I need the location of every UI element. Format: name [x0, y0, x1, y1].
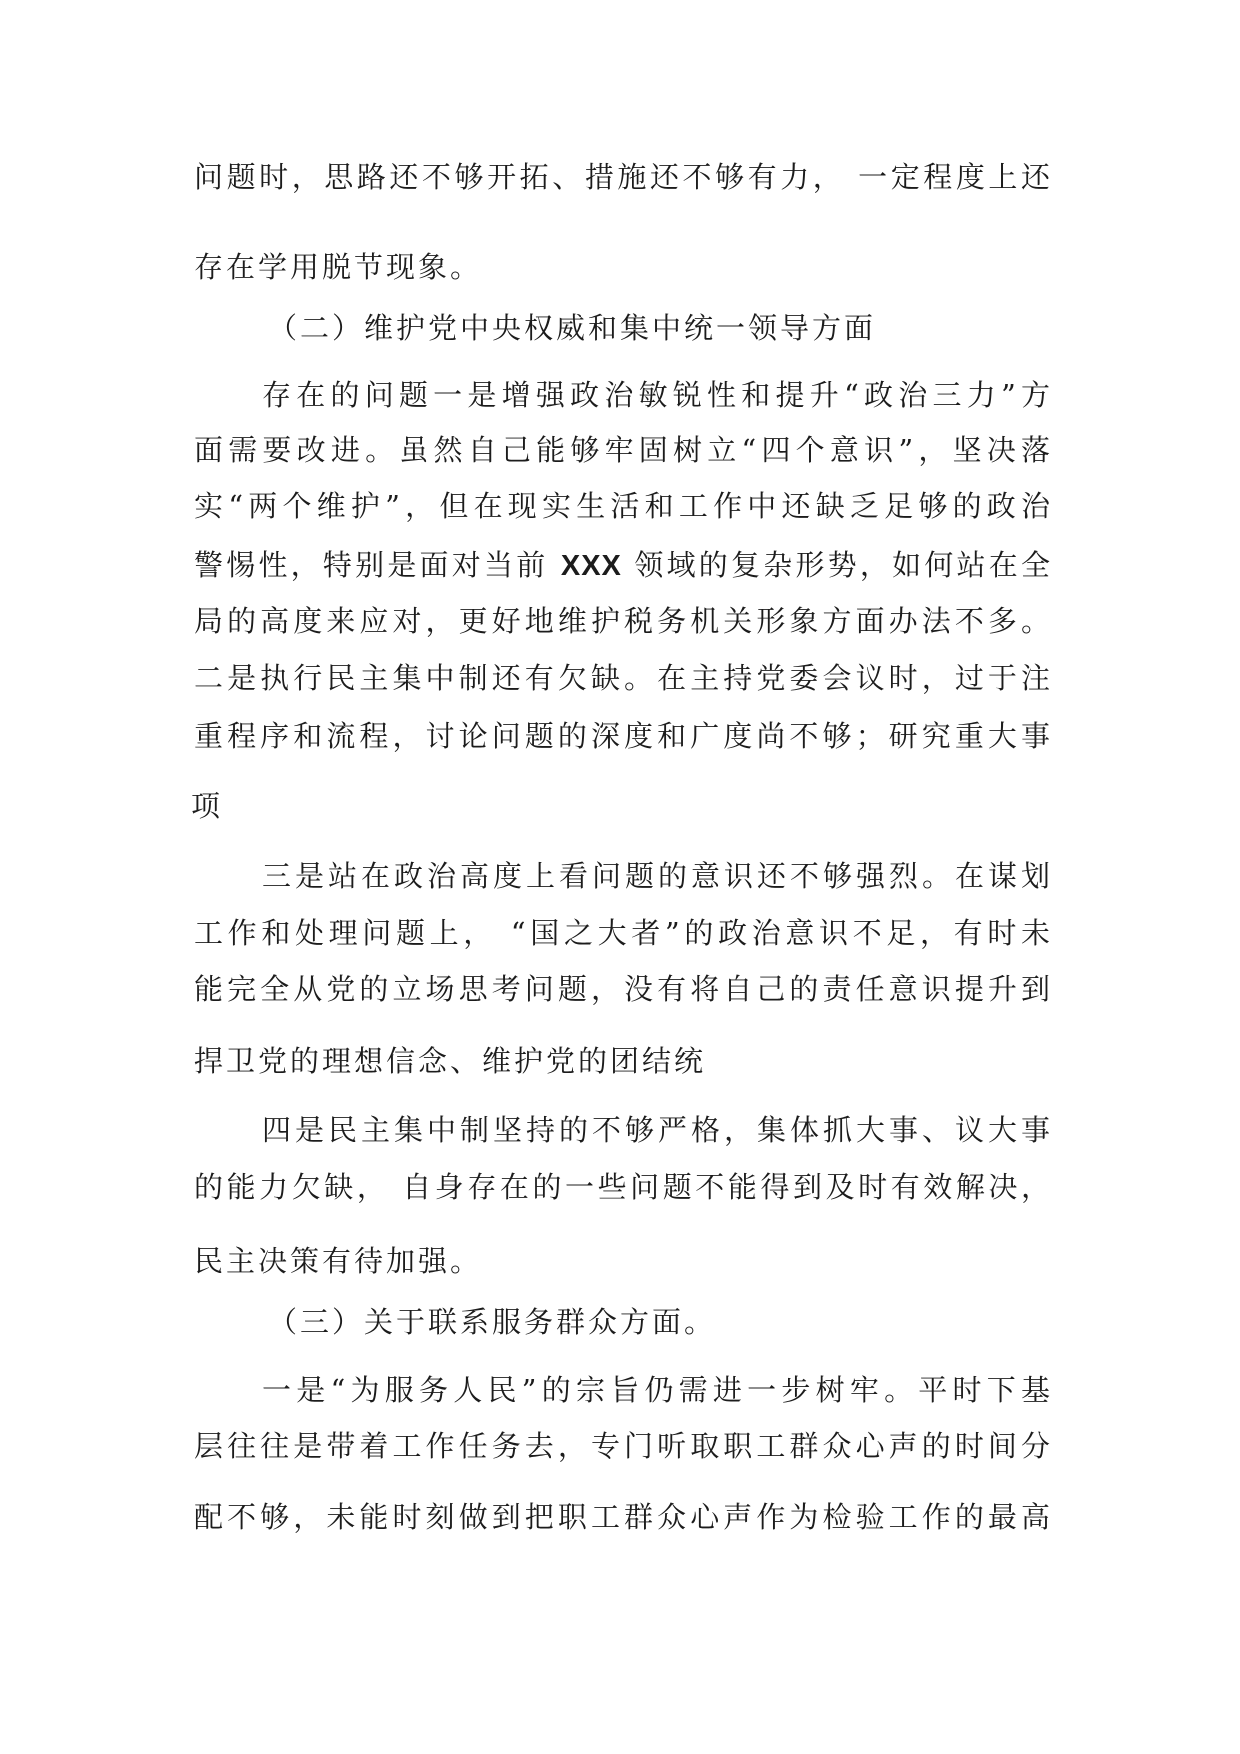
- paragraph-line: 存在的问题一是增强政治敏锐性和提升“政治三力”方: [262, 378, 1052, 412]
- paragraph-line: 实“两个维护”，但在现实生活和工作中还缺乏足够的政治: [194, 489, 1052, 523]
- paragraph-line: 配不够，未能时刻做到把职工群众心声作为检验工作的最高: [194, 1500, 1052, 1534]
- paragraph-line: 项: [191, 789, 224, 823]
- paragraph-line: 局的高度来应对，更好地维护税务机关形象方面办法不多。: [194, 604, 1052, 638]
- paragraph-line: 能完全从党的立场思考问题，没有将自己的责任意识提升到: [194, 972, 1052, 1006]
- paragraph-line: 层往往是带着工作任务去，专门听取职工群众心声的时间分: [194, 1429, 1052, 1463]
- paragraph-line: [194, 545, 1052, 585]
- paragraph-line: 二是执行民主集中制还有欠缺。在主持党委会议时，过于注: [194, 661, 1052, 695]
- paragraph-line: 民主决策有待加强。: [194, 1244, 483, 1278]
- line-text: 领域的复杂形势，如何站在全: [621, 548, 1052, 582]
- paragraph-line: 工作和处理问题上， “国之大者”的政治意识不足，有时未: [194, 916, 1052, 950]
- paragraph-line: 问题时，思路还不够开拓、措施还不够有力， 一定程度上还: [194, 160, 1052, 194]
- paragraph-line: 一是“为服务人民”的宗旨仍需进一步树牢。平时下基: [262, 1373, 1052, 1407]
- paragraph-line: 四是民主集中制坚持的不够严格，集体抓大事、议大事: [262, 1113, 1052, 1147]
- paragraph-line: 三是站在政治高度上看问题的意识还不够强烈。在谋划: [262, 859, 1052, 893]
- paragraph-line: 存在学用脱节现象。: [194, 250, 483, 284]
- placeholder-text: XXX: [560, 550, 622, 582]
- line-text: 警惕性，特别是面对当前: [194, 548, 561, 582]
- paragraph-line: 的能力欠缺， 自身存在的一些问题不能得到及时有效解决，: [194, 1170, 1052, 1204]
- section-heading: （二）维护党中央权威和集中统一领导方面: [268, 311, 877, 345]
- paragraph-line: 面需要改进。虽然自己能够牢固树立“四个意识”，坚决落: [194, 433, 1052, 467]
- paragraph-line: 重程序和流程，讨论问题的深度和广度尚不够；研究重大事: [194, 719, 1052, 753]
- paragraph-line: 捍卫党的理想信念、维护党的团结统: [194, 1044, 707, 1078]
- section-heading: （三）关于联系服务群众方面。: [268, 1305, 717, 1339]
